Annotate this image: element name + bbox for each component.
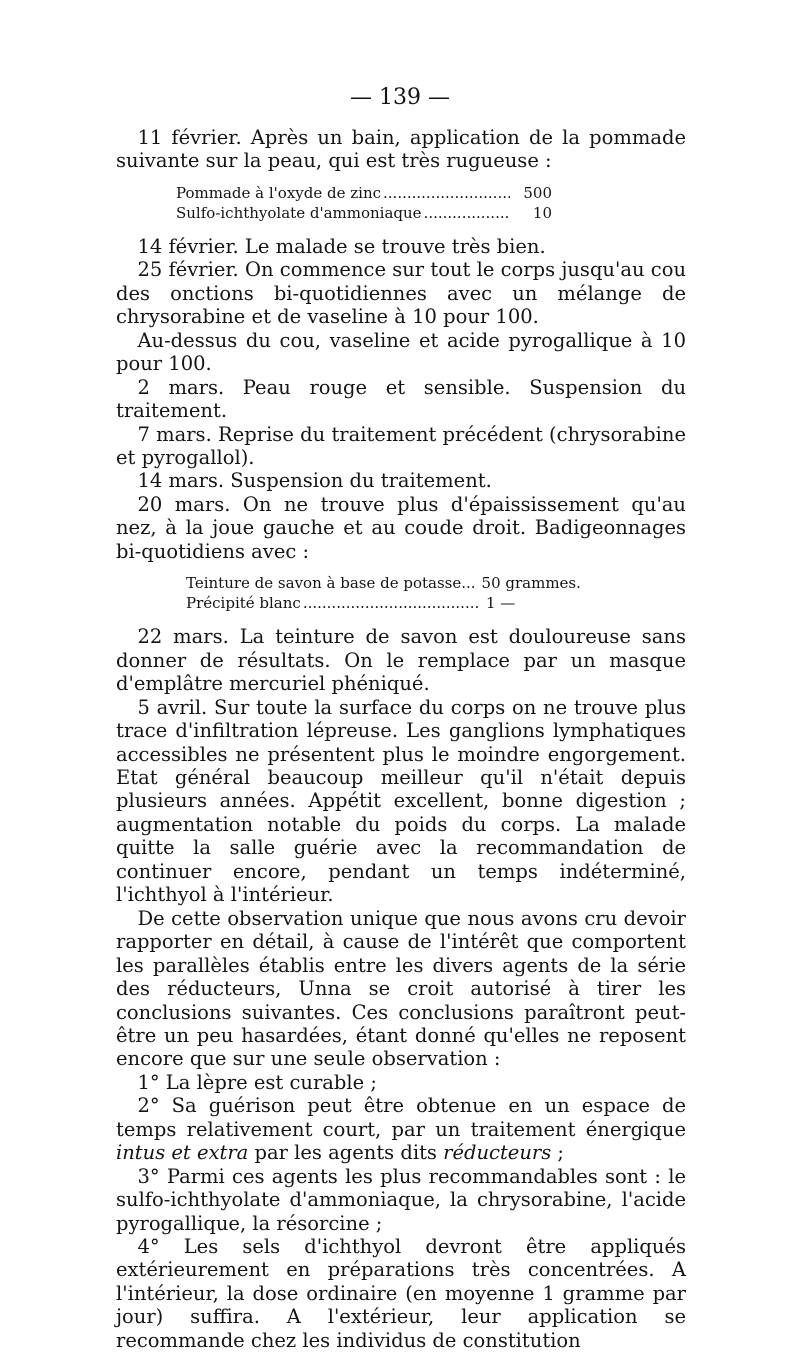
prescription-line [176,203,552,223]
ingredient-name: Sulfo-ichthyolate d'ammoniaque [176,203,422,222]
paragraph: 14 mars. Suspension du traitement. [137,469,492,493]
conclusion-4: 4° Les sels d'ichthyol devront être appliqués extérieurement en préparations très concentrées. A l'intérieur, la dose ordinaire (en moyenne 1 gramme par jour) suffira. A l'extérieur, leur application se recommande chez les individus de constitution [116,1235,686,1352]
ingredient-quantity: 10 [532,203,552,222]
prescription-line [176,183,552,203]
conclusion-3: 3° Parmi ces agents les plus recommandables sont : le sulfo-ichthyolate d'ammoniaque, la chrysorabine, l'acide pyrogallique, la résorcine ; [116,1164,686,1235]
conclusion-2-text: 2° Sa guérison peut être obtenue en un espace de temps relativement court, par un traitement énergique [116,1094,686,1141]
ingredient-name: Précipité blanc [186,594,301,613]
dot-leader [301,593,480,613]
paragraph: 2 mars. Peau rouge et sensible. Suspension du traitement. [116,375,686,423]
dot-leader [381,183,510,203]
paragraph: 7 mars. Reprise du traitement précédent (chrysorabine et pyrogallol). [116,422,686,469]
paragraph: 22 mars. La teinture de savon est douloureuse sans donner de résultats. On le remplace par un masque d'emplâtre mercuriel phéniqué. [116,625,686,696]
ingredient-name: Pommade à l'oxyde de zinc [176,183,382,202]
paragraph: 5 avril. Sur toute la surface du corps on ne trouve plus trace d'infiltration lépreuse. Les ganglions lymphatiques accessibles ne présentent plus le moindre engorgement. Etat général beaucoup meilleur qu'il n'était depuis plusieurs années. Appétit excellent, bonne digestion ; augmentation notable du poids du corps. La malade quitte la salle guérie avec la recommandation de continuer encore, pendant un temps indéterminé, l'ichthyol à l'intérieur. [116,695,686,907]
conclusion-2-text: par les agents dits [248,1141,444,1165]
dot-leader [422,203,510,223]
paragraph: 11 février. Après un bain, application de la pommade suivante sur la peau, qui est très rugueuse : [116,126,686,173]
prescription-line [186,593,606,613]
prescription-line [186,573,606,593]
prescription-zinc [176,183,552,223]
ingredient-quantity: 50 grammes. [481,574,581,593]
ingredient-name: Teinture de savon à base de potasse... [186,574,476,593]
page-number: — 139 — [350,85,450,110]
paragraph: De cette observation unique que nous avons cru devoir rapporter en détail, à cause de l'intérêt que comportent les parallèles établis entre les divers agents de la série des réducteurs, Unna se croit autorisé à tirer les conclusions suivantes. Ces conclusions paraîtront peut-être un peu hasardées, étant donné qu'elles ne reposent encore que sur une seule observation : [116,906,686,1071]
conclusion-1: 1° La lèpre est curable ; [137,1070,377,1094]
body-text [116,126,686,1352]
conclusion-2-italic: réducteurs [443,1141,552,1165]
ingredient-quantity: 500 [523,183,552,202]
paragraph: 20 mars. On ne trouve plus d'épaississement qu'au nez, à la joue gauche et au coude droit. Badigeonnages bi-quotidiens avec : [116,492,686,563]
conclusion-2-italic: intus et extra [116,1141,249,1165]
conclusion-2-text: ; [551,1141,564,1165]
paragraph: 14 février. Le malade se trouve très bien. [137,234,546,258]
ingredient-quantity: 1 — [486,594,516,613]
paragraph: 25 février. On commence sur tout le corps jusqu'au cou des onctions bi-quotidiennes avec un mélange de chrysorabine et de vaseline à 10 pour 100. [116,258,686,329]
prescription-savon [186,573,606,613]
paragraph: Au-dessus du cou, vaseline et acide pyrogallique à 10 pour 100. [116,328,686,376]
conclusion-2 [116,1094,686,1164]
